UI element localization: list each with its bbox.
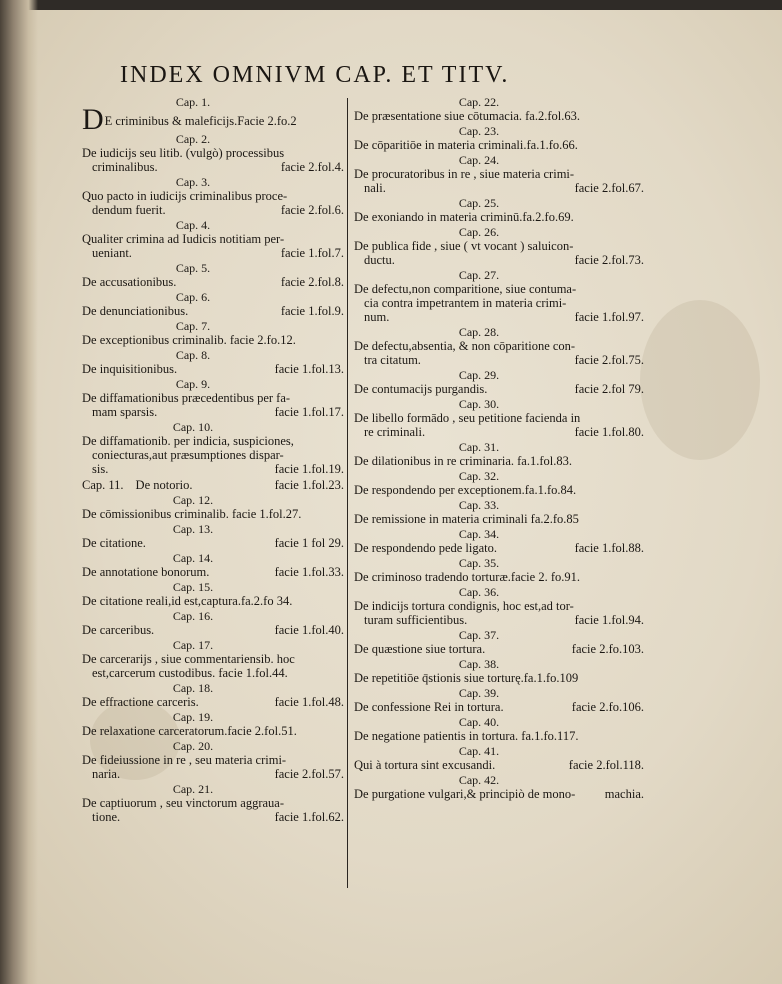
entry-text: De carcerarijs , siue commentariensib. hoc [82, 652, 295, 666]
chapter-number: Cap. 1. [175, 95, 211, 109]
entry-line [82, 695, 344, 709]
folio-reference: machia. [604, 787, 644, 801]
folio-reference: facie 1.fol.80. [574, 425, 644, 439]
entry-line [354, 599, 644, 613]
chapter-number: Cap. 31. [458, 440, 500, 454]
entry-text: De citatione reali,id est,captura.fa.2.fo 34. [82, 594, 293, 608]
chapter-number: Cap. 14. [172, 551, 214, 565]
index-entry [82, 623, 344, 637]
entry-line [82, 623, 344, 637]
index-entry [82, 146, 344, 174]
chapter-number: Cap. 24. [458, 153, 500, 167]
entry-line [354, 239, 644, 253]
index-entry [354, 729, 644, 743]
entry-line [354, 671, 644, 685]
entry-line [82, 333, 344, 347]
folio-reference: facie 2.fo.103. [571, 642, 644, 656]
index-entry [82, 695, 344, 709]
entry-line [354, 210, 644, 224]
folio-reference: facie 1.fol.7. [280, 246, 344, 260]
entry-text: De cōmissionibus criminalib. facie 1.fol.27. [82, 507, 302, 521]
entry-line [82, 304, 344, 318]
entry-line [82, 507, 344, 521]
index-entry [354, 210, 644, 224]
entry-text: ueniant. [92, 246, 132, 260]
folio-reference: facie 1 fol 29. [274, 536, 344, 550]
entry-line [82, 478, 344, 492]
entry-text: num. [364, 310, 390, 324]
index-entry [354, 411, 644, 439]
entry-text: De iudicijs seu litib. (vulgò) processibus [82, 146, 285, 160]
chapter-number: Cap. 39. [458, 686, 500, 700]
index-entry [82, 103, 344, 136]
entry-text: De repetitiōe q̄stionis siue torturę.fa.1.fo.109 [354, 671, 579, 685]
entry-line [82, 666, 344, 680]
entry-line [82, 146, 344, 160]
entry-line [354, 541, 644, 555]
entry-line [354, 282, 644, 296]
entry-line [82, 232, 344, 246]
entry-text: De defectu,non comparitione, siue contuma- [354, 282, 577, 296]
entry-line [82, 565, 344, 579]
entry-text: De fideiussione in re , seu materia crimi- [82, 753, 287, 767]
index-entry [354, 671, 644, 685]
decorated-initial: D [82, 103, 104, 136]
chapter-number: Cap. 35. [458, 556, 500, 570]
folio-reference: facie 2.fo.106. [571, 700, 644, 714]
index-entry [82, 275, 344, 289]
index-entry [82, 796, 344, 824]
entry-text: De inquisitionibus. [82, 362, 178, 376]
folio-reference: facie 2.fol.67. [574, 181, 644, 195]
entry-line [82, 810, 344, 824]
entry-text: De cōparitiōe in materia criminali.fa.1.fo.66. [354, 138, 578, 152]
entry-text: De respondendo pede ligato. [354, 541, 498, 555]
entry-line [354, 181, 644, 195]
chapter-number: Cap. 5. [175, 261, 211, 275]
entry-line [354, 425, 644, 439]
index-entry [354, 138, 644, 152]
entry-text: ductu. [364, 253, 395, 267]
chapter-number: Cap. 40. [458, 715, 500, 729]
folio-reference: facie 1.fol.97. [574, 310, 644, 324]
entry-text: De contumacijs purgandis. [354, 382, 488, 396]
index-entry [354, 700, 644, 714]
entry-line [354, 729, 644, 743]
index-entry [82, 724, 344, 738]
entry-line [82, 203, 344, 217]
index-entry [354, 454, 644, 468]
folio-reference: facie 1.fol.94. [574, 613, 644, 627]
entry-line [354, 411, 644, 425]
folio-reference: facie 1.fol.19. [274, 462, 344, 476]
entry-text: tione. [92, 810, 121, 824]
folio-reference: facie 1.fol.23. [274, 478, 344, 492]
chapter-number: Cap. 7. [175, 319, 211, 333]
entry-line [354, 253, 644, 267]
entry-text: nali. [364, 181, 386, 195]
entry-line [82, 796, 344, 810]
entry-text: De carceribus. [82, 623, 155, 637]
entry-text: De denunciationibus. [82, 304, 189, 318]
entry-text: sis. [92, 462, 109, 476]
folio-reference: facie 1.fol.17. [274, 405, 344, 419]
entry-text: De respondendo per exceptionem.fa.1.fo.84. [354, 483, 577, 497]
chapter-number: Cap. 36. [458, 585, 500, 599]
entry-line [354, 454, 644, 468]
index-entry [82, 536, 344, 550]
right-index-column [354, 96, 644, 803]
chapter-number: Cap. 22. [458, 95, 500, 109]
entry-line [82, 160, 344, 174]
index-entry [354, 599, 644, 627]
chapter-number: Cap. 8. [175, 348, 211, 362]
entry-line [82, 594, 344, 608]
entry-text: est,carcerum custodibus. facie 1.fol.44. [92, 666, 288, 680]
entry-text: De defectu,absentia, & non cōparitione con- [354, 339, 576, 353]
entry-line [354, 353, 644, 367]
index-entry [82, 594, 344, 608]
paper-stain [640, 300, 760, 460]
chapter-number: Cap. 32. [458, 469, 500, 483]
chapter-number: Cap. 11. [82, 478, 124, 492]
index-entry [354, 642, 644, 656]
index-entry [354, 239, 644, 267]
entry-text: De negatione patientis in tortura. fa.1.fo.117. [354, 729, 579, 743]
index-entry [354, 339, 644, 367]
entry-text: tra citatum. [364, 353, 421, 367]
entry-text: De accusationibus. [82, 275, 177, 289]
entry-text: naria. [92, 767, 121, 781]
index-entry [82, 362, 344, 376]
index-entry [354, 109, 644, 123]
entry-line [354, 339, 644, 353]
entry-text: De indicijs tortura condignis, hoc est,ad tor- [354, 599, 574, 613]
entry-text: De procuratoribus in re , siue materia crimi- [354, 167, 575, 181]
index-entry [82, 189, 344, 217]
index-entry [82, 333, 344, 347]
folio-reference: facie 1.fol.33. [274, 565, 344, 579]
folio-reference: facie 2.fol.57. [274, 767, 344, 781]
entry-text: E criminibus & maleficijs.Facie 2.fo.2 [104, 114, 297, 128]
entry-text: De diffamationibus præcedentibus per fa- [82, 391, 291, 405]
entry-text: coniecturas,aut præsumptiones dispar- [92, 448, 284, 462]
entry-line [82, 391, 344, 405]
entry-line [354, 296, 644, 310]
left-index-column [82, 96, 344, 826]
entry-text: De citatione. [82, 536, 146, 550]
chapter-number: Cap. 12. [172, 493, 214, 507]
index-entry [82, 434, 344, 476]
index-entry [354, 570, 644, 584]
chapter-number: Cap. 4. [175, 218, 211, 232]
entry-text: mam sparsis. [92, 405, 158, 419]
entry-line [82, 434, 344, 448]
entry-line [82, 753, 344, 767]
chapter-number: Cap. 13. [172, 522, 214, 536]
entry-line [354, 570, 644, 584]
index-entry [82, 652, 344, 680]
entry-line [354, 109, 644, 123]
entry-text: De relaxatione carceratorum.facie 2.fol.51. [82, 724, 297, 738]
folio-reference: facie 2.fol.118. [568, 758, 644, 772]
chapter-number: Cap. 27. [458, 268, 500, 282]
entry-text: De effractione carceris. [82, 695, 199, 709]
entry-line [82, 462, 344, 476]
index-entry [82, 391, 344, 419]
index-entry [82, 304, 344, 318]
entry-line [82, 103, 344, 136]
folio-reference: facie 2.fol.6. [280, 203, 344, 217]
chapter-number: Cap. 30. [458, 397, 500, 411]
index-entry [354, 512, 644, 526]
chapter-number: Cap. 17. [172, 638, 214, 652]
index-entry [82, 507, 344, 521]
entry-text: criminalibus. [92, 160, 158, 174]
entry-text: De purgatione vulgari,& principiò de mono- [354, 787, 576, 801]
index-heading: INDEX OMNIVM CAP. ET TITV. [120, 62, 510, 88]
entry-text: Qui à tortura sint excusandi. [354, 758, 496, 772]
entry-line [82, 652, 344, 666]
chapter-number: Cap. 18. [172, 681, 214, 695]
entry-text: re criminali. [364, 425, 426, 439]
entry-line [354, 512, 644, 526]
folio-reference: facie 1.fol.40. [274, 623, 344, 637]
folio-reference: facie 2.fol 79. [574, 382, 644, 396]
entry-text: De annotatione bonorum. [82, 565, 210, 579]
chapter-number: Cap. 37. [458, 628, 500, 642]
entry-line [354, 167, 644, 181]
entry-line [82, 767, 344, 781]
entry-text: De notorio. [135, 478, 193, 492]
book-spine [0, 0, 38, 984]
chapter-number: Cap. 16. [172, 609, 214, 623]
entry-text: De quæstione siue tortura. [354, 642, 486, 656]
index-entry [354, 758, 644, 772]
entry-line [82, 246, 344, 260]
entry-text: De diffamationib. per indicia, suspiciones, [82, 434, 294, 448]
entry-text: De exceptionibus criminalib. facie 2.fo.12. [82, 333, 296, 347]
entry-line [354, 758, 644, 772]
entry-line [354, 613, 644, 627]
entry-text: De præsentatione siue cōtumacia. fa.2.fol.63. [354, 109, 580, 123]
entry-line [354, 138, 644, 152]
chapter-number: Cap. 29. [458, 368, 500, 382]
chapter-number: Cap. 38. [458, 657, 500, 671]
entry-line [354, 787, 644, 801]
index-entry [82, 478, 344, 492]
entry-text: De dilationibus in re criminaria. fa.1.fol.83. [354, 454, 572, 468]
entry-line [354, 700, 644, 714]
folio-reference: facie 1.fol.88. [574, 541, 644, 555]
index-entry [354, 483, 644, 497]
folio-reference: facie 2.fol.75. [574, 353, 644, 367]
entry-line [354, 483, 644, 497]
folio-reference: facie 1.fol.13. [274, 362, 344, 376]
entry-text: De libello formādo , seu petitione facienda in [354, 411, 581, 425]
entry-text: De confessione Rei in tortura. [354, 700, 504, 714]
chapter-number: Cap. 34. [458, 527, 500, 541]
chapter-number: Cap. 9. [175, 377, 211, 391]
folio-reference: facie 2.fol.8. [280, 275, 344, 289]
index-entry [354, 541, 644, 555]
entry-line [354, 310, 644, 324]
chapter-number: Cap. 20. [172, 739, 214, 753]
chapter-number: Cap. 10. [172, 420, 214, 434]
entry-text: De criminoso tradendo torturæ.facie 2. fo.91. [354, 570, 580, 584]
chapter-number: Cap. 2. [175, 132, 211, 146]
chapter-number: Cap. 19. [172, 710, 214, 724]
index-entry [82, 565, 344, 579]
entry-line [354, 642, 644, 656]
index-entry [354, 787, 644, 801]
index-entry [354, 167, 644, 195]
page-top-edge [0, 0, 782, 10]
index-entry [354, 382, 644, 396]
entry-line [82, 724, 344, 738]
chapter-number: Cap. 3. [175, 175, 211, 189]
entry-text: De remissione in materia criminali fa.2.fo.85 [354, 512, 579, 526]
chapter-number: Cap. 6. [175, 290, 211, 304]
entry-line [82, 189, 344, 203]
folio-reference: facie 1.fol.48. [274, 695, 344, 709]
entry-line [82, 448, 344, 462]
entry-line [82, 275, 344, 289]
chapter-number: Cap. 42. [458, 773, 500, 787]
chapter-number: Cap. 23. [458, 124, 500, 138]
folio-reference: facie 2.fol.73. [574, 253, 644, 267]
entry-text: De exoniando in materia criminū.fa.2.fo.69. [354, 210, 574, 224]
entry-line [82, 405, 344, 419]
entry-line [82, 536, 344, 550]
index-entry [354, 282, 644, 324]
folio-reference: facie 1.fol.9. [280, 304, 344, 318]
column-divider [347, 98, 348, 888]
entry-text: De captiuorum , seu vinctorum aggraua- [82, 796, 285, 810]
chapter-number: Cap. 25. [458, 196, 500, 210]
entry-text: Qualiter crimina ad Iudicis notitiam per- [82, 232, 285, 246]
entry-text: De publica fide , siue ( vt vocant ) saluicon- [354, 239, 574, 253]
chapter-number: Cap. 21. [172, 782, 214, 796]
chapter-number: Cap. 28. [458, 325, 500, 339]
entry-line [354, 382, 644, 396]
chapter-number: Cap. 26. [458, 225, 500, 239]
entry-text: dendum fuerit. [92, 203, 166, 217]
chapter-number: Cap. 41. [458, 744, 500, 758]
index-entry [82, 232, 344, 260]
index-entry [82, 753, 344, 781]
entry-text: Quo pacto in iudicijs criminalibus proce- [82, 189, 288, 203]
chapter-number: Cap. 15. [172, 580, 214, 594]
entry-text: turam sufficientibus. [364, 613, 468, 627]
entry-text: cia contra impetrantem in materia crimi- [364, 296, 567, 310]
folio-reference: facie 2.fol.4. [280, 160, 344, 174]
chapter-number: Cap. 33. [458, 498, 500, 512]
folio-reference: facie 1.fol.62. [274, 810, 344, 824]
entry-line [82, 362, 344, 376]
